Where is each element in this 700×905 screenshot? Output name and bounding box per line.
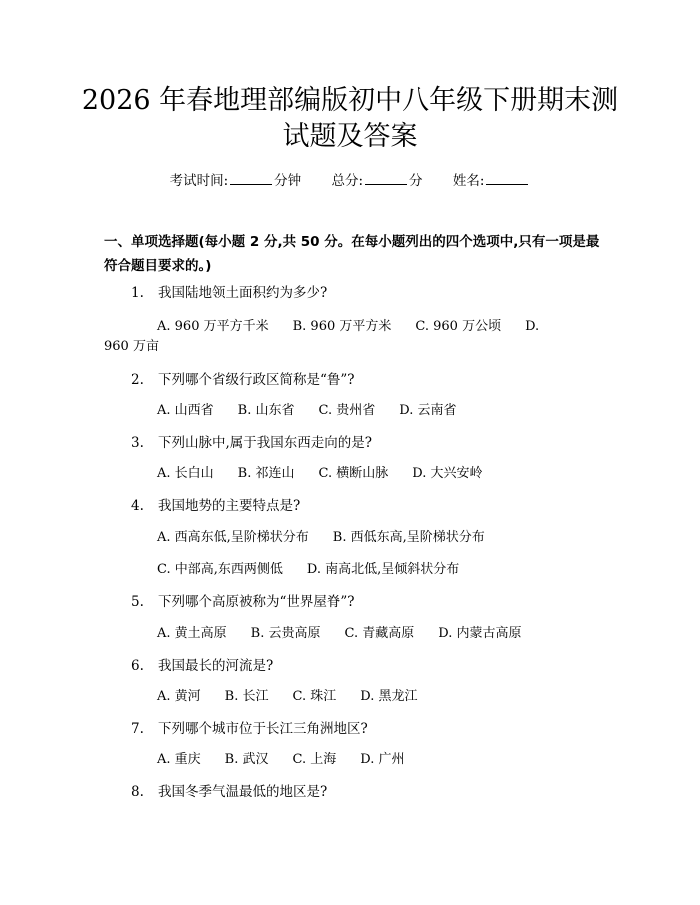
option-b[interactable]: B. 西低东高,呈阶梯状分布	[332, 530, 485, 545]
option-c[interactable]: C. 960 万公顷	[415, 319, 502, 334]
question-number: 5.	[131, 594, 144, 610]
page-title-line1: 2026 年春地理部编版初中八年级下册期末测	[81, 85, 619, 116]
option-b[interactable]: B. 武汉	[224, 752, 269, 767]
question-6-options	[157, 685, 441, 704]
section-heading: 一、单项选择题(每小题 2 分,共 50 分。在每小题列出的四个选项中,只有一项是最符合题目要求的。)	[104, 234, 600, 274]
question-4	[131, 494, 300, 514]
exam-time-field	[170, 169, 302, 189]
option-c[interactable]: C. 横断山脉	[318, 466, 389, 481]
question-2	[131, 368, 355, 388]
question-text: 下列哪个省级行政区简称是“鲁”?	[158, 372, 355, 388]
question-text: 我国最长的河流是?	[158, 658, 274, 674]
score-unit: 分	[409, 173, 423, 189]
question-7	[131, 717, 368, 737]
option-d[interactable]: D. 南高北低,呈倾斜状分布	[306, 562, 460, 577]
option-d[interactable]: D. 黑龙江	[360, 689, 418, 704]
question-4-options-row2	[157, 558, 483, 577]
option-c[interactable]: C. 珠江	[292, 689, 337, 704]
page-title-line2: 试题及答案	[282, 121, 418, 152]
question-4-options-row1	[157, 526, 509, 545]
option-a[interactable]: A. 西高东低,呈阶梯状分布	[157, 530, 309, 545]
question-text: 我国地势的主要特点是?	[158, 498, 301, 514]
option-a[interactable]: A. 黄河	[157, 689, 201, 704]
option-d-continued: 960 万亩	[104, 339, 159, 354]
question-3-options	[157, 462, 506, 481]
option-a[interactable]: A. 山西省	[157, 403, 214, 418]
time-label: 考试时间:	[169, 173, 229, 189]
score-blank[interactable]	[365, 172, 407, 185]
option-a[interactable]: A. 960 万平方千米	[157, 319, 269, 334]
question-1	[131, 281, 327, 301]
option-a[interactable]: A. 重庆	[157, 752, 201, 767]
question-8	[131, 780, 327, 800]
option-b[interactable]: B. 长江	[224, 689, 269, 704]
question-1-options	[157, 315, 539, 334]
option-c[interactable]: C. 上海	[292, 752, 337, 767]
option-b[interactable]: B. 祁连山	[237, 466, 295, 481]
question-text: 我国陆地领土面积约为多少?	[158, 285, 328, 301]
question-6	[131, 654, 273, 674]
option-d[interactable]: D. 内蒙古高原	[438, 626, 522, 641]
total-score-field	[331, 169, 422, 189]
question-number: 8.	[131, 784, 144, 800]
question-text: 我国冬季气温最低的地区是?	[158, 784, 328, 800]
name-field	[453, 169, 531, 189]
option-d[interactable]: D. 广州	[360, 752, 405, 767]
option-c[interactable]: C. 青藏高原	[344, 626, 415, 641]
option-b[interactable]: B. 云贵高原	[250, 626, 321, 641]
question-text: 下列哪个高原被称为“世界屋脊”?	[158, 594, 355, 610]
question-number: 1.	[131, 285, 144, 301]
score-label: 总分:	[331, 173, 364, 189]
question-number: 2.	[131, 372, 144, 388]
question-2-options	[157, 399, 480, 418]
option-d[interactable]: D.	[525, 319, 540, 334]
option-b[interactable]: B. 960 万平方米	[292, 319, 392, 334]
name-blank[interactable]	[486, 172, 528, 185]
question-number: 3.	[131, 435, 144, 451]
question-5-options	[157, 622, 545, 641]
exam-info	[0, 169, 700, 189]
option-d[interactable]: D. 云南省	[399, 403, 457, 418]
question-5	[131, 590, 355, 610]
option-d[interactable]: D. 大兴安岭	[412, 466, 483, 481]
option-a[interactable]: A. 长白山	[157, 466, 214, 481]
question-3	[131, 431, 372, 451]
question-number: 7.	[131, 721, 144, 737]
option-b[interactable]: B. 山东省	[237, 403, 295, 418]
option-a[interactable]: A. 黄土高原	[157, 626, 227, 641]
option-c[interactable]: C. 贵州省	[318, 403, 376, 418]
question-text: 下列哪个城市位于长江三角洲地区?	[158, 721, 368, 737]
question-7-options	[157, 748, 428, 767]
question-number: 6.	[131, 658, 144, 674]
question-text: 下列山脉中,属于我国东西走向的是?	[158, 435, 373, 451]
time-blank[interactable]	[230, 172, 272, 185]
time-unit: 分钟	[274, 173, 302, 189]
option-c[interactable]: C. 中部高,东西两侧低	[157, 562, 283, 577]
question-number: 4.	[131, 498, 144, 514]
name-label: 姓名:	[452, 173, 485, 189]
